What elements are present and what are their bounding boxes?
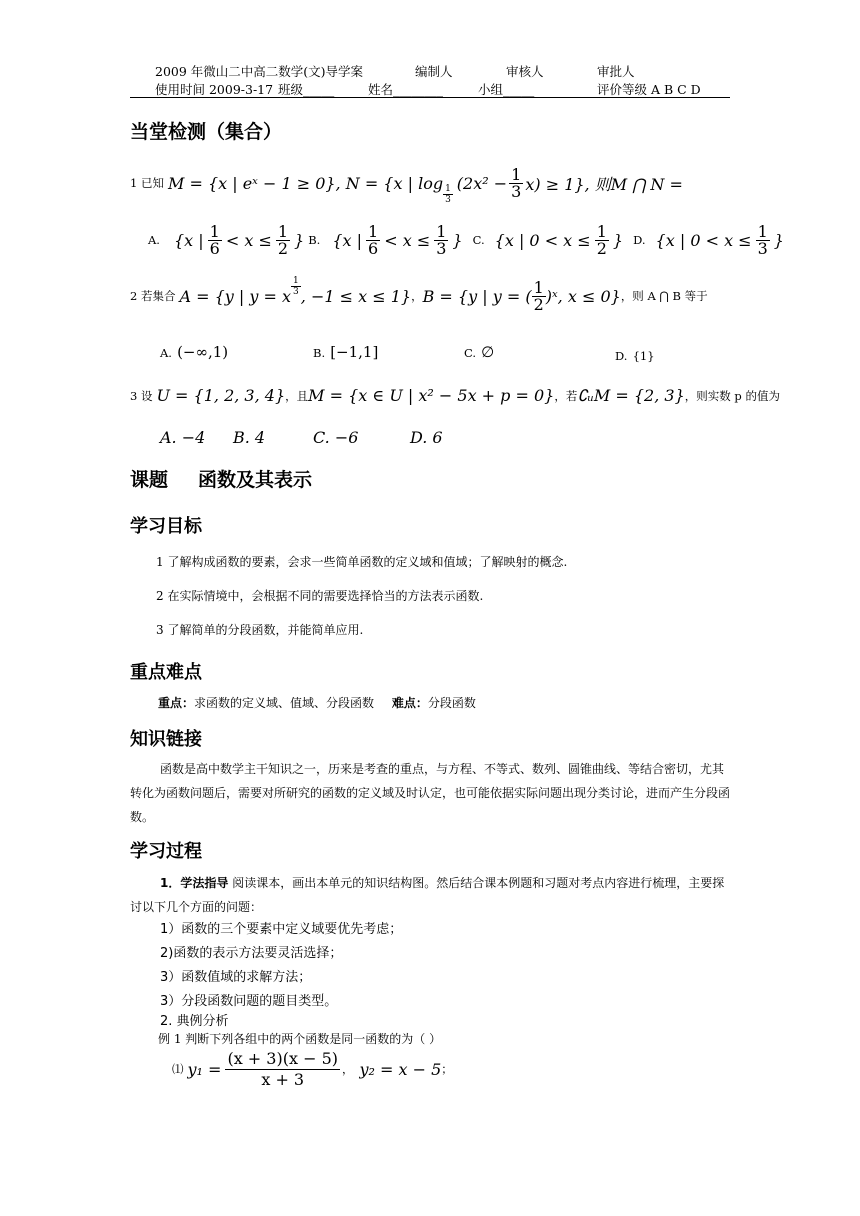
q3-option-c: C. −6 bbox=[313, 428, 359, 447]
q2-fraction: $\frac{1}{2}$ bbox=[533, 277, 544, 314]
q1-option-a-text: {x | bbox=[173, 230, 204, 250]
q2-exponent: $\frac{1}{3}$ bbox=[293, 275, 299, 297]
q2-option-c-value: ∅ bbox=[481, 343, 495, 361]
q1-option-a-end: } bbox=[294, 230, 305, 250]
q2-option-a-value: (−∞,1) bbox=[177, 343, 229, 361]
question-2 bbox=[130, 274, 708, 318]
guide-paragraph bbox=[130, 871, 730, 919]
question-1 bbox=[130, 158, 683, 208]
q2-option-b-value: [−1,1] bbox=[330, 343, 379, 361]
q2-option-a bbox=[160, 342, 228, 361]
q2-comma: ， bbox=[411, 289, 423, 303]
key-heading: 重点难点 bbox=[130, 662, 202, 683]
example-heading: 2. 典例分析 bbox=[160, 1014, 229, 1029]
q3-mid2: ，若 bbox=[554, 388, 578, 403]
example-1: 例 1 判断下列各组中的两个函数是同一函数的为（ ） bbox=[158, 1032, 442, 1046]
process-point: 3）函数值域的求解方法； bbox=[160, 970, 312, 985]
q3-set-u: U = {1, 2, 3, 4} bbox=[156, 386, 286, 405]
lesson-title: 函数及其表示 bbox=[198, 469, 313, 491]
q1-option-b-frac1: $\frac{1}{6}$ bbox=[368, 221, 379, 258]
guide-text: 阅读课本，画出本单元的知识结构图。然后结合课本例题和习题对考点内容进行梳理，主要探讨以下几个方面的问题： bbox=[130, 876, 725, 914]
ex1-end: ； bbox=[441, 1062, 453, 1076]
goals-heading: 学习目标 bbox=[130, 516, 202, 537]
q2-tail: ，则 A ⋂ B 等于 bbox=[620, 289, 708, 303]
q1-option-c-text: {x | 0 < x ≤ bbox=[494, 230, 591, 250]
q3-option-b: B. 4 bbox=[233, 428, 266, 447]
link-heading: 知识链接 bbox=[130, 729, 202, 750]
q3-mid: ，且 bbox=[285, 388, 309, 403]
q1-log-base: $\frac{1}{3}$ bbox=[445, 183, 451, 205]
lesson-title-label: 课题 bbox=[130, 469, 169, 491]
q2-option-a-label: A. bbox=[160, 346, 172, 360]
q1-option-d-text: {x | 0 < x ≤ bbox=[655, 230, 752, 250]
q1-option-a-mid: < x ≤ bbox=[225, 230, 272, 250]
q1-option-a-frac2: $\frac{1}{2}$ bbox=[277, 221, 289, 258]
header-grade: 评价等级 A B C D bbox=[597, 82, 701, 97]
q1-option-b-frac2: $\frac{1}{3}$ bbox=[436, 221, 447, 258]
link-paragraph: 函数是高中数学主干知识之一，历来是考查的重点，与方程、不等式、数列、圆锥曲线、等结合密切，尤其转化为函数问题后，需要对所研究的函数的定义域及时认定，也可能依据实际问题出现分类讨论，进而产生分段函数。 bbox=[130, 762, 731, 824]
q2-option-c bbox=[464, 342, 494, 361]
q1-option-d-end: } bbox=[773, 230, 784, 250]
q3-option-d: D. 6 bbox=[410, 428, 443, 447]
q2-set-a: A = {y | y = x bbox=[179, 286, 292, 306]
q2-option-b bbox=[313, 342, 378, 361]
q1-option-b-end: } bbox=[452, 230, 463, 250]
q1-set-m: M = {x | eˣ − 1 ≥ 0}, N = {x | log bbox=[167, 173, 444, 193]
q1-option-b-label: B. bbox=[308, 233, 321, 247]
guide-label: 1．学法指导 bbox=[160, 876, 229, 890]
process-point: 1）函数的三个要素中定义域要优先考虑； bbox=[160, 922, 403, 937]
goal-item: 2 在实际情境中，会根据不同的需要选择恰当的方法表示函数. bbox=[156, 589, 484, 603]
q2-option-d bbox=[615, 345, 655, 364]
ex1-lhs: y₁ = bbox=[187, 1059, 222, 1079]
ex1-mid: ， bbox=[341, 1062, 354, 1076]
q2-number: 2 若集合 bbox=[130, 289, 176, 303]
header-class: 班级_____ bbox=[278, 82, 335, 97]
header-name: 姓名________ bbox=[368, 82, 444, 97]
process-heading: 学习过程 bbox=[130, 841, 202, 862]
header-rule bbox=[130, 97, 730, 98]
q3-option-a: A. −4 bbox=[160, 428, 206, 447]
q1-option-c-end: } bbox=[612, 230, 624, 250]
q2-set-b-tail: )ˣ, x ≤ 0} bbox=[545, 286, 621, 306]
q1-option-d-label: D. bbox=[633, 233, 646, 247]
question-3 bbox=[130, 386, 780, 405]
q2-set-a-tail: , −1 ≤ x ≤ 1} bbox=[300, 286, 412, 306]
q1-option-b-mid: < x ≤ bbox=[384, 230, 431, 250]
goal-item: 3 了解简单的分段函数，并能简单应用. bbox=[156, 623, 364, 637]
hard-text: 分段函数 bbox=[427, 696, 476, 710]
header-title: 2009 年微山二中高二数学(文)导学案 bbox=[155, 64, 364, 79]
goal-item: 1 了解构成函数的要素，会求一些简单函数的定义域和值域；了解映射的概念. bbox=[156, 555, 568, 569]
header-reviewer: 审核人 bbox=[506, 64, 544, 79]
key-line bbox=[158, 694, 476, 711]
q1-option-a-label: A. bbox=[148, 233, 160, 247]
ex1-item-number: ⑴ bbox=[172, 1062, 184, 1076]
q3-set-m: M = {x ∈ U | x² − 5x + p = 0} bbox=[308, 386, 555, 405]
q1-options bbox=[148, 218, 784, 262]
q2-option-b-label: B. bbox=[313, 346, 326, 360]
q1-expr: (2x² − bbox=[456, 173, 508, 193]
q1-number: 1 已知 bbox=[130, 176, 164, 190]
hard-label: 难点： bbox=[391, 696, 428, 710]
q1-option-c-label: C. bbox=[472, 233, 485, 247]
q3-complement: ∁ᵤM = {2, 3} bbox=[577, 386, 685, 405]
header-group: 小组_____ bbox=[478, 82, 535, 97]
q1-option-a-frac1: $\frac{1}{6}$ bbox=[209, 221, 220, 258]
q2-set-b: B = {y | y = ( bbox=[422, 286, 532, 306]
q3-number: 3 设 bbox=[130, 388, 153, 403]
ex1-fraction: $\frac{(x + 3)(x - 5)}{x + 3}$ bbox=[227, 1048, 338, 1089]
q3-tail: ，则实数 p 的值为 bbox=[684, 388, 780, 403]
quiz-title: 当堂检测（集合） bbox=[130, 121, 283, 143]
q2-option-d-label: D. bbox=[615, 349, 628, 363]
example-1-item bbox=[172, 1045, 453, 1093]
q1-fraction: $\frac{1}{3}$ bbox=[511, 164, 522, 201]
q2-option-d-value: {1} bbox=[632, 349, 655, 363]
process-point: 3）分段函数问题的题目类型。 bbox=[160, 994, 338, 1009]
header-approver: 审批人 bbox=[597, 64, 635, 79]
header-editor: 编制人 bbox=[415, 64, 453, 79]
ex1-rhs: y₂ = x − 5 bbox=[359, 1059, 442, 1079]
q2-option-c-label: C. bbox=[464, 346, 477, 360]
key-label: 重点： bbox=[158, 696, 195, 710]
q1-option-c-frac: $\frac{1}{2}$ bbox=[596, 221, 607, 258]
process-point: 2)函数的表示方法要灵活选择； bbox=[160, 946, 343, 961]
q1-option-d-frac: $\frac{1}{3}$ bbox=[757, 221, 768, 258]
key-text: 求函数的定义域、值域、分段函数 bbox=[194, 696, 375, 710]
header-date: 使用时间 2009-3-17 bbox=[155, 82, 274, 97]
q1-tail: x) ≥ 1}, 则M ⋂ N = bbox=[525, 174, 683, 194]
q1-option-b-text: {x | bbox=[332, 230, 363, 250]
